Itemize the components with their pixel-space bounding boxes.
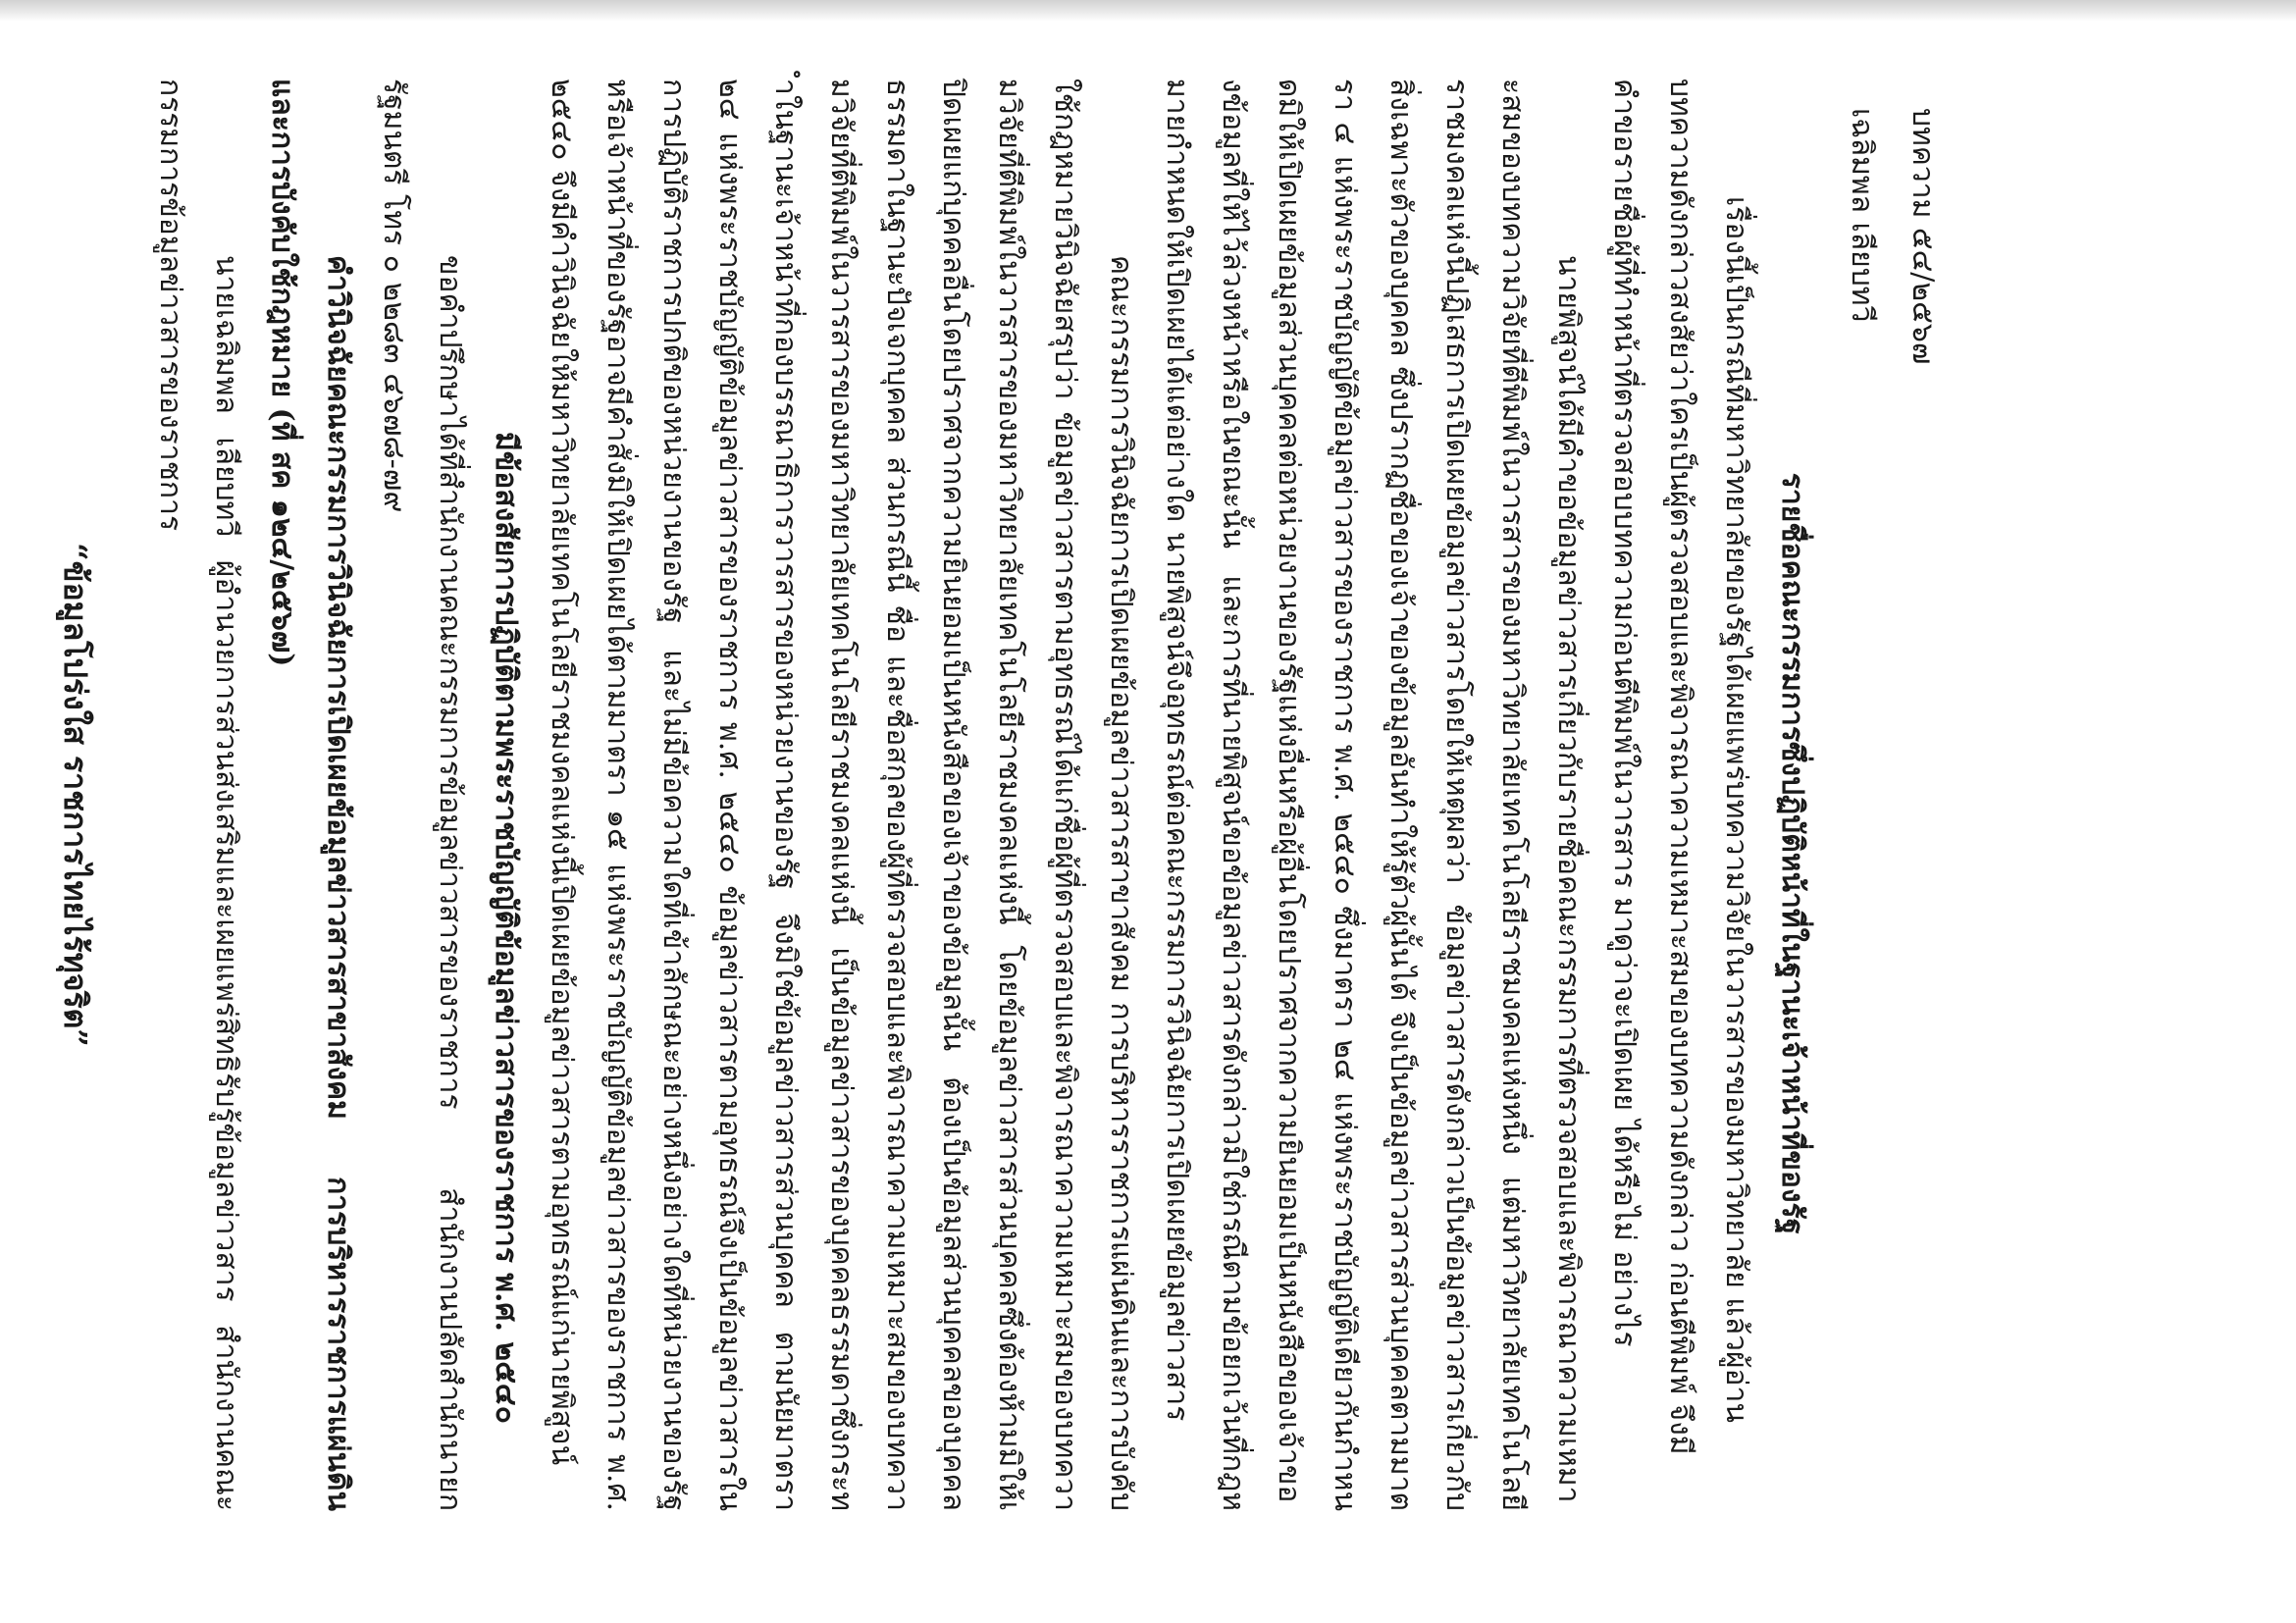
scan-top-edge xyxy=(0,0,2296,22)
document-meta xyxy=(1831,108,1953,520)
article-number: บทความ ๕๔/๒๕๖๗ xyxy=(1905,108,1940,365)
contact-paragraph: ขอคำปรึกษาได้ที่สำนักงานคณะกรรมการข้อมูลข่าวสารของราชการ สำนักงานปลัดสำนักนายกรัฐมนตรี โทร ๐ ๒๒๘๓ ๔๖๗๘-๗๙ xyxy=(377,79,467,1511)
source-heading xyxy=(254,79,366,1511)
inquiry-heading: มีข้อสงสัยการปฏิบัติตามพระราชบัญญัติข้อมูลข่าวสารของราชการ พ.ศ. ๒๕๔๐ xyxy=(489,432,523,1424)
source-credit: นายเฉลิมพล เลียบทวี ผู้อำนวยการส่วนส่งเสริมและเผยแพร่สิทธิรับรู้ข้อมูลข่าวสาร สำนักงานคณะกรรมการข้อมูลข่าวสารของราชการ xyxy=(153,79,243,1511)
slogan: “ข้อมูลโปร่งใส ราชการไทยไร้ทุจริต” xyxy=(57,543,94,1047)
case-paragraph: นายพิสูจน์ได้มีคำขอข้อมูลข่าวสารเกี่ยวกับรายชื่อคณะกรรมการที่ตรวจสอบและพิจารณาความเหมาะสมของบทความวิจัยที่ตีพิมพ์ในวารสารของมหาวิทยาลัยเทคโนโลยีราชมงคลแห่งหนึ่ง แต่มหาวิทยาลัยเทคโนโลยีราชมงคลแห่งนี้ปฏิเสธการเปิดเผยข้อมูลข่าวสารโดยให้เหตุผลว่า ข้อมูลข่าวสารดังกล่าวเป็นข้อมูลข่าวสารเกี่ยวกับสิ่งเฉพาะตัวของบุคคล ซึ่งปรากฏชื่อของเจ้าของข้อมูลอันทำให้รู้ตัวผู้นั้นได้ จึงเป็นข้อมูลข่าวสารส่วนบุคคลตามมาตรา ๔ แห่งพระราชบัญญัติข้อมูลข่าวสารของราชการ พ.ศ. ๒๕๔๐ ซึ่งมาตรา ๒๔ แห่งพระราชบัญญัติเดียวกันกำหนดมิให้เปิดเผยข้อมูลส่วนบุคคลต่อหน่วยงานของรัฐแห่งอื่นหรือผู้อื่นโดยปราศจากความยินยอมเป็นหนังสือของเจ้าของข้อมูลที่ให้ไว้ล่วงหน้าหรือในขณะนั้น และการที่นายพิสูจน์ขอข้อมูลข่าวสารดังกล่าวมิใช่กรณีตามข้อยกเว้นที่กฎหมายกำหนดให้เปิดเผยได้แต่อย่างใด นายพิสูจน์จึงอุทธรณ์ต่อคณะกรรมการวินิจฉัยการเปิดเผยข้อมูลข่าวสาร xyxy=(1160,79,1586,1511)
ruling-paragraph: คณะกรรมการวินิจฉัยการเปิดเผยข้อมูลข่าวสารสาขาสังคม การบริหารราชการแผ่นดินและการบังคับใช้กฎหมายวินิจฉัยสรุปว่า ข้อมูลข่าวสารตามอุทธรณ์ได้แก่ชื่อผู้ที่ตรวจสอบและพิจารณาความเหมาะสมของบทความวิจัยที่ตีพิมพ์ในวารสารของมหาวิทยาลัยเทคโนโลยีราชมงคลแห่งนี้ โดยข้อมูลข่าวสารส่วนบุคคลซึ่งต้องห้ามมิให้เปิดเผยแก่บุคคลอื่นโดยปราศจากความยินยอมเป็นหนังสือของเจ้าของข้อมูลนั้น ต้องเป็นข้อมูลส่วนบุคคลของบุคคลธรรมดาในฐานะปัจเจกบุคคล ส่วนกรณีนี้ ชื่อ และชื่อสกุลของผู้ที่ตรวจสอบและพิจารณาความเหมาะสมของบทความวิจัยที่ตีพิมพ์ในวารสารของมหาวิทยาลัยเทคโนโลยีราชมงคลแห่งนี้ เป็นข้อมูลข่าวสารของบุคคลธรรมดาซึ่งกระทำในฐานะเจ้าหน้าที่กองบรรณาธิการวารสารของหน่วยงานของรัฐ จึงมิใช่ข้อมูลข่าวสารส่วนบุคคล ตามนัยมาตรา ๒๔ แห่งพระราชบัญญัติข้อมูลข่าวสารของราชการ พ.ศ. ๒๕๔๐ ข้อมูลข่าวสารตามอุทธรณ์จึงเป็นข้อมูลข่าวสารในการปฏิบัติราชการปกติของหน่วยงานของรัฐ และไม่มีข้อความใดที่เข้าลักษณะอย่างหนึ่งอย่างใดที่หน่วยงานของรัฐหรือเจ้าหน้าที่ของรัฐอาจมีคำสั่งมิให้เปิดเผยได้ตามมาตรา ๑๕ แห่งพระราชบัญญัติข้อมูลข่าวสารของราชการ พ.ศ. ๒๕๔๐ จึงมีคำวินิจฉัยให้มหาวิทยาลัยเทคโนโลยีราชมงคลแห่งนี้เปิดเผยข้อมูลข่าวสารตามอุทธรณ์แก่นายพิสูจน์ xyxy=(545,79,1138,1511)
rotated-document-page xyxy=(57,79,1962,1550)
author-name: เฉลิมพล เลียบทวี xyxy=(1845,108,1879,323)
subject-paragraph: เรื่องนี้เป็นกรณีที่มหาวิทยาลัยของรัฐได้เผยแพร่บทความวิจัยในวารสารของมหาวิทยาลัย แล้วผู้อ่านบทความดังกล่าวสงสัยว่าใครเป็นผู้ตรวจสอบและพิจารณาความเหมาะสมของบทความดังกล่าว ก่อนตีพิมพ์ จึงมีคำขอรายชื่อผู้ที่ทำหน้าที่ตรวจสอบบทความก่อนตีพิมพ์ในวารสาร มาดูว่าจะเปิดเผย ได้หรือไม่ อย่างไร xyxy=(1607,79,1753,1455)
document-body xyxy=(47,79,1820,1511)
document-title: รายชื่อคณะกรรมการซึ่งปฏิบัติหน้าที่ในฐานะเจ้าหน้าที่ของรัฐ xyxy=(1775,472,1809,1235)
source-heading-text: คำวินิจฉัยคณะกรรมการวินิจฉัยการเปิดเผยข้อมูลข่าวสารสาขาสังคม การบริหารราชการแผ่นดินและการบังคับใช้กฎหมาย (ที่ สค ๑๒๔/๒๕๖๗) xyxy=(265,79,355,1511)
